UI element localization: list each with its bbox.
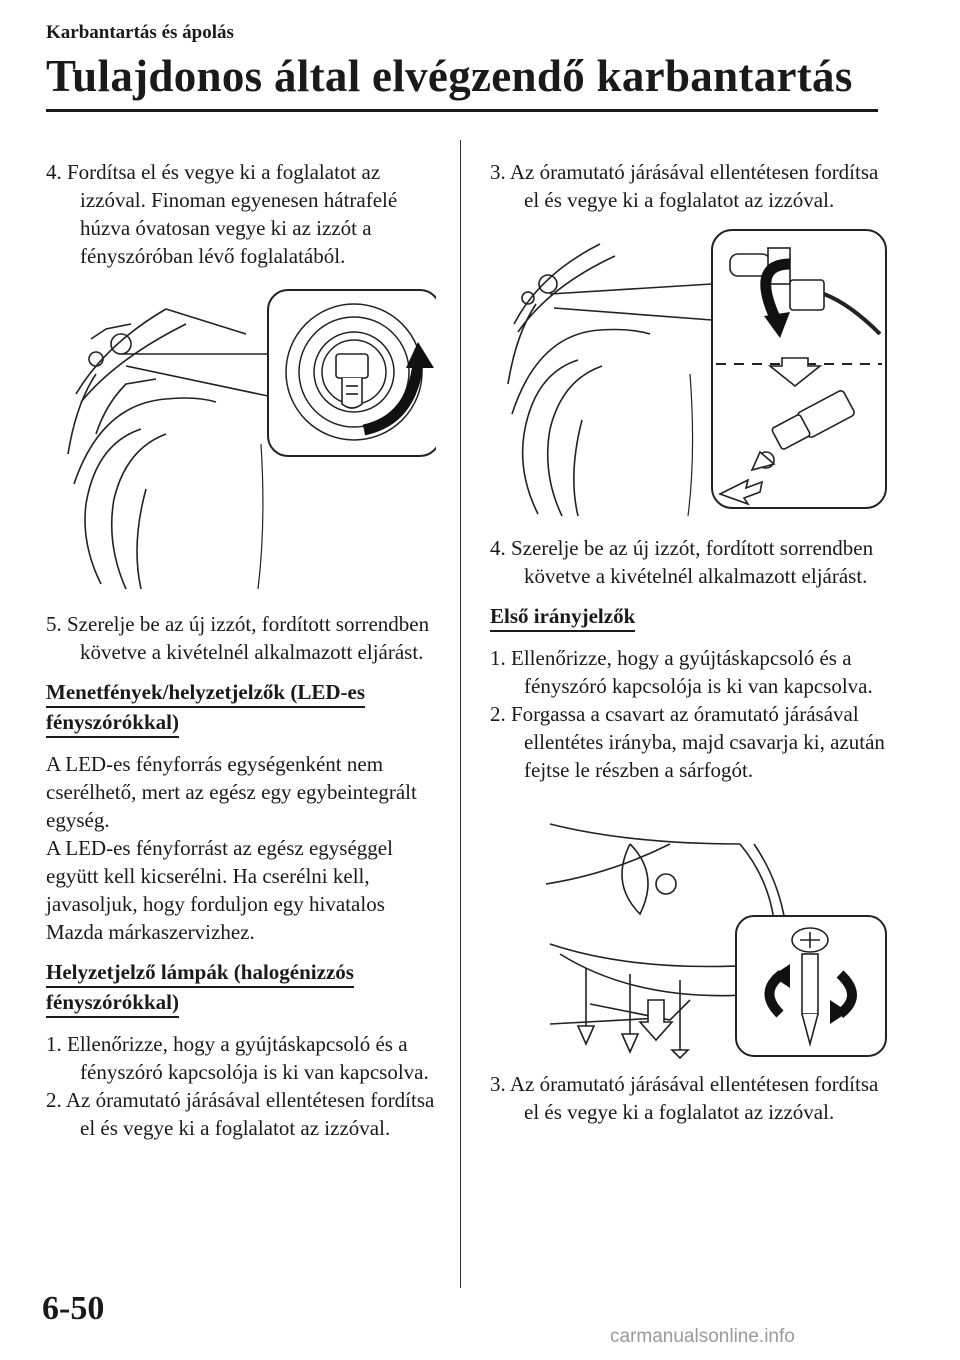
left-column xyxy=(46,158,436,1142)
column-divider xyxy=(460,140,461,1288)
step-text: 2. Az óramutató járásával ellentétesen fordítsa el és vegye ki a foglalatot az izzóval. xyxy=(46,1088,435,1140)
step-text: 5. Szerelje be az új izzót, fordított sorrendben követve a kivételnél alkalmazott eljárást. xyxy=(46,612,430,664)
step-text: 1. Ellenőrizze, hogy a gyújtáskapcsoló és a fényszóró kapcsolója is ki van kapcsolva. xyxy=(46,1032,429,1084)
watermark: carmanualsonline.info xyxy=(610,1326,795,1347)
step-text: 3. Az óramutató járásával ellentétesen fordítsa el és vegye ki a foglalatot az izzóval. xyxy=(490,1072,879,1124)
section-heading-turn-signals xyxy=(490,602,890,632)
step-text: 2. Forgassa a csavart az óramutató járásával ellentétes irányba, majd csavarja ki, azután fejtse le részben a sárfogót. xyxy=(490,702,885,782)
step-text: 4. Szerelje be az új izzót, fordított sorrendben követve a kivételnél alkalmazott eljárást. xyxy=(490,536,874,588)
mudguard-screw-icon xyxy=(490,804,890,1060)
page-title: Tulajdonos által elvégzendő karbantartás xyxy=(46,51,853,101)
page-number: 6-50 xyxy=(42,1290,105,1327)
header-divider xyxy=(46,109,878,112)
heading-line: fényszórókkal) xyxy=(46,989,179,1018)
section-heading-halogen xyxy=(46,958,436,1018)
paragraph: A LED-es fényforrást az egész egységgel együtt kell kicserélni. Ha cserélni kell, javasoljuk, hogy forduljon egy hivatalos Mazda márkaszervizhez. xyxy=(46,836,393,944)
section-label: Karbantartás és ápolás xyxy=(46,22,234,43)
heading-line: fényszórókkal) xyxy=(46,709,179,738)
step-text: 1. Ellenőrizze, hogy a gyújtáskapcsoló és a fényszóró kapcsolója is ki van kapcsolva. xyxy=(490,646,873,698)
heading-line: Első irányjelzők xyxy=(490,603,635,632)
step-text: 3. Az óramutató járásával ellentétesen fordítsa el és vegye ki a foglalatot az izzóval. xyxy=(490,160,879,212)
headlamp-socket-rotate-icon xyxy=(46,284,436,596)
right-column xyxy=(490,158,890,1126)
heading-line: Menetfények/helyzetjelzők (LED-es xyxy=(46,679,365,708)
heading-line: Helyzetjelző lámpák (halogénizzós xyxy=(46,959,354,988)
bulb-removal-icon xyxy=(490,224,890,520)
step-text: 4. Fordítsa el és vegye ki a foglalatot az izzóval. Finoman egyenesen hátrafelé húzva óvatosan vegye ki az izzót a fényszóróban lévő foglalatából. xyxy=(46,160,398,268)
paragraph: A LED-es fényforrás egységenként nem cserélhető, mert az egész egy egybeintegrált egység. xyxy=(46,752,417,832)
section-heading-led xyxy=(46,678,436,738)
